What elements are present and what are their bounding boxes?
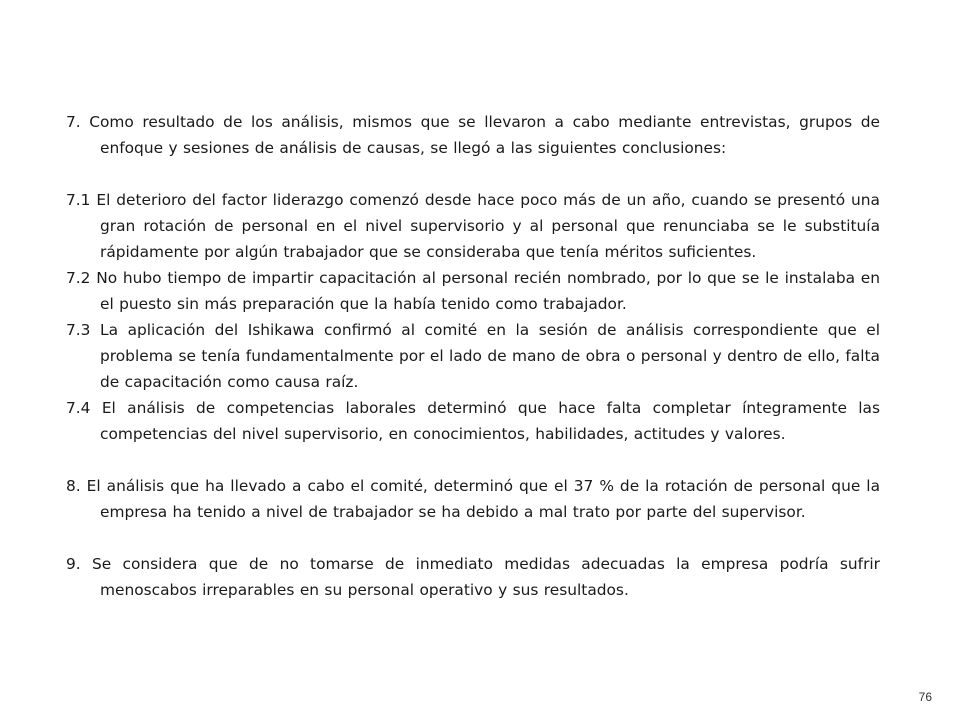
paragraph-7: 7. Como resultado de los análisis, mismos que se llevaron a cabo mediante entrevistas, grupos de enfoque y sesiones de análisis de causas, se llegó a las siguientes conclusiones: (66, 113, 880, 157)
paragraph-7-3: 7.3 La aplicación del Ishikawa confirmó al comité en la sesión de análisis correspondiente que el problema se tenía fundamentalmente por el lado de mano de obra o personal y dentro de ello, falta de capacitación como causa raíz. (66, 321, 880, 391)
paragraph-spacer (66, 447, 880, 473)
paragraph-spacer (66, 161, 880, 187)
paragraph-8: 8. El análisis que ha llevado a cabo el comité, determinó que el 37 % de la rotación de personal que la empresa ha tenido a nivel de trabajador se ha debido a mal trato por parte del supervisor. (66, 477, 880, 521)
paragraph-7-2: 7.2 No hubo tiempo de impartir capacitación al personal recién nombrado, por lo que se le instalaba en el puesto sin más preparación que la había tenido como trabajador. (66, 269, 880, 313)
paragraph-7-1: 7.1 El deterioro del factor liderazgo comenzó desde hace poco más de un año, cuando se presentó una gran rotación de personal en el nivel supervisorio y al personal que renunciaba se le substituía rápidamente por algún trabajador que se consideraba que tenía méritos suficientes. (66, 191, 880, 261)
paragraph-7-4: 7.4 El análisis de competencias laborales determinó que hace falta completar íntegramente las competencias del nivel supervisorio, en conocimientos, habilidades, actitudes y valores. (66, 399, 880, 443)
paragraph-9: 9. Se considera que de no tomarse de inmediato medidas adecuadas la empresa podría sufrir menoscabos irreparables en su personal operativo y sus resultados. (66, 555, 880, 599)
page-number: 76 (918, 690, 932, 704)
conclusions-body (66, 109, 880, 603)
paragraph-spacer (66, 525, 880, 551)
